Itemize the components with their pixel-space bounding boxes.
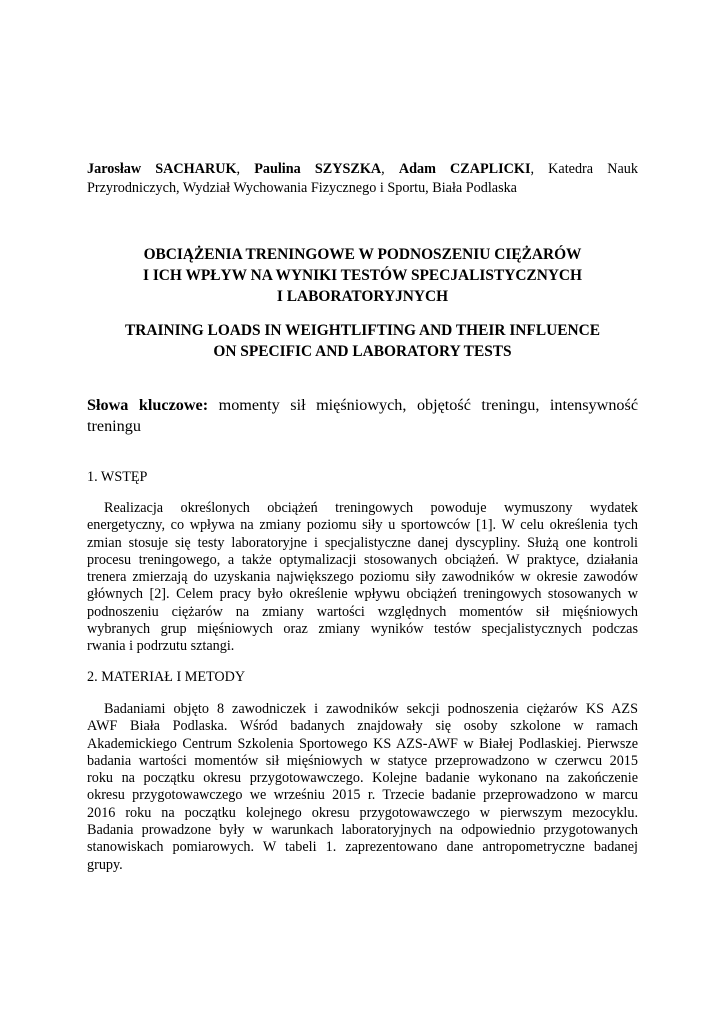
section-heading-introduction: 1. WSTĘP bbox=[87, 469, 148, 485]
paragraph-line: trenera zmierzają do uzyskania największego poziomu siły zawodników w okresie zawodów bbox=[87, 569, 638, 586]
paragraph-line: Akademickiego Centrum Szkolenia Sportowego KS AZS-AWF w Białej Podlaskiej. Pierwsze bbox=[87, 735, 638, 752]
paragraph-line: podnoszeniu ciężarów na zmiany wartości względnych momentów sił mięśniowych bbox=[87, 603, 638, 620]
paragraph-line: grupy. bbox=[87, 856, 123, 873]
paragraph-line: badania wartości momentów sił mięśniowych w statyce przeprowadzono w czerwcu 2015 bbox=[87, 752, 638, 769]
paragraph-line: roku na początku okresu przygotowawczego. Kolejne badanie wykonano na zakończenie bbox=[87, 770, 638, 787]
author-line-1: Jarosław SACHARUK, Paulina SZYSZKA, Adam CZAPLICKI, Katedra Nauk bbox=[87, 161, 638, 177]
section-heading-methods: 2. MATERIAŁ I METODY bbox=[87, 669, 246, 685]
paragraph-line: energetyczny, co wpływa na zmiany poziomu siły u sportowców [1]. W celu określenia tych bbox=[87, 517, 638, 534]
title-polish-line: I ICH WPŁYW NA WYNIKI TESTÓW SPECJALISTYCZNYCH bbox=[142, 267, 583, 284]
paragraph-line: rwania i podrzutu sztangi. bbox=[87, 638, 235, 655]
paragraph-line: wybranych grup mięśniowych oraz zmiany wyników testów specjalistycznych podczas bbox=[87, 621, 638, 638]
affiliation-part-1: , Katedra Nauk bbox=[530, 161, 638, 177]
keywords-text: momenty sił mięśniowych, objętość treningu, intensywność bbox=[208, 396, 639, 414]
title-polish bbox=[80, 244, 645, 307]
keywords-label: Słowa kluczowe: bbox=[87, 396, 209, 414]
title-polish-line: I LABORATORYJNYCH bbox=[276, 288, 449, 305]
paragraph-line: procesu treningowego, a także optymalizacji stosowanych obciążeń. W praktyce, działania bbox=[87, 551, 638, 568]
affiliation-part-2: Przyrodniczych, Wydział Wychowania Fizycznego i Sportu, Biała Podlaska bbox=[87, 180, 517, 196]
paragraph-line: okresu przygotowawczego we wrześniu 2015 r. Trzecie badanie przeprowadzono w marcu bbox=[87, 787, 638, 804]
paragraph-line: Badaniami objęto 8 zawodniczek i zawodników sekcji podnoszenia ciężarów KS AZS bbox=[104, 701, 638, 717]
paragraph-line: Badania prowadzone były w warunkach laboratoryjnych na odpowiednio przygotowanych bbox=[87, 822, 638, 839]
keywords-line-1 bbox=[87, 395, 638, 416]
keywords-block bbox=[87, 395, 638, 437]
author-name-2: Paulina SZYSZKA bbox=[254, 161, 382, 177]
paragraph-introduction bbox=[87, 500, 638, 656]
paragraph-line: AWF Biała Podlaska. Wśród badanych znajdowały się osoby szkolone w ramach bbox=[87, 718, 638, 735]
paragraph-line: zmian stosuje się testy laboratoryjne i specjalistyczne danej dyscypliny. Służą one kontroli bbox=[87, 534, 638, 551]
title-english-line: ON SPECIFIC AND LABORATORY TESTS bbox=[213, 343, 512, 360]
paragraph-line: Realizacja określonych obciążeń treningowych powoduje wymuszony wydatek bbox=[104, 500, 638, 516]
paragraph-line: głównych [2]. Celem pracy było określenie wpływu obciążeń treningowych stosowanych w bbox=[87, 586, 638, 603]
author-name-1: Jarosław SACHARUK bbox=[87, 161, 237, 177]
author-block bbox=[87, 160, 638, 198]
paragraph-line: 2016 roku na początku kolejnego okresu przygotowawczego w pierwszym mezocyklu. bbox=[87, 804, 638, 821]
author-name-3: Adam CZAPLICKI bbox=[398, 161, 531, 177]
title-english bbox=[80, 320, 645, 362]
paragraph-methods bbox=[87, 701, 638, 874]
keywords-line-2: treningu bbox=[87, 417, 141, 435]
title-polish-line: OBCIĄŻENIA TRENINGOWE W PODNOSZENIU CIĘŻARÓW bbox=[143, 246, 582, 263]
paragraph-line: stanowiskach pomiarowych. W tabeli 1. zaprezentowano dane antropometryczne badanej bbox=[87, 839, 638, 856]
title-english-line: TRAINING LOADS IN WEIGHTLIFTING AND THEIR INFLUENCE bbox=[125, 322, 600, 339]
